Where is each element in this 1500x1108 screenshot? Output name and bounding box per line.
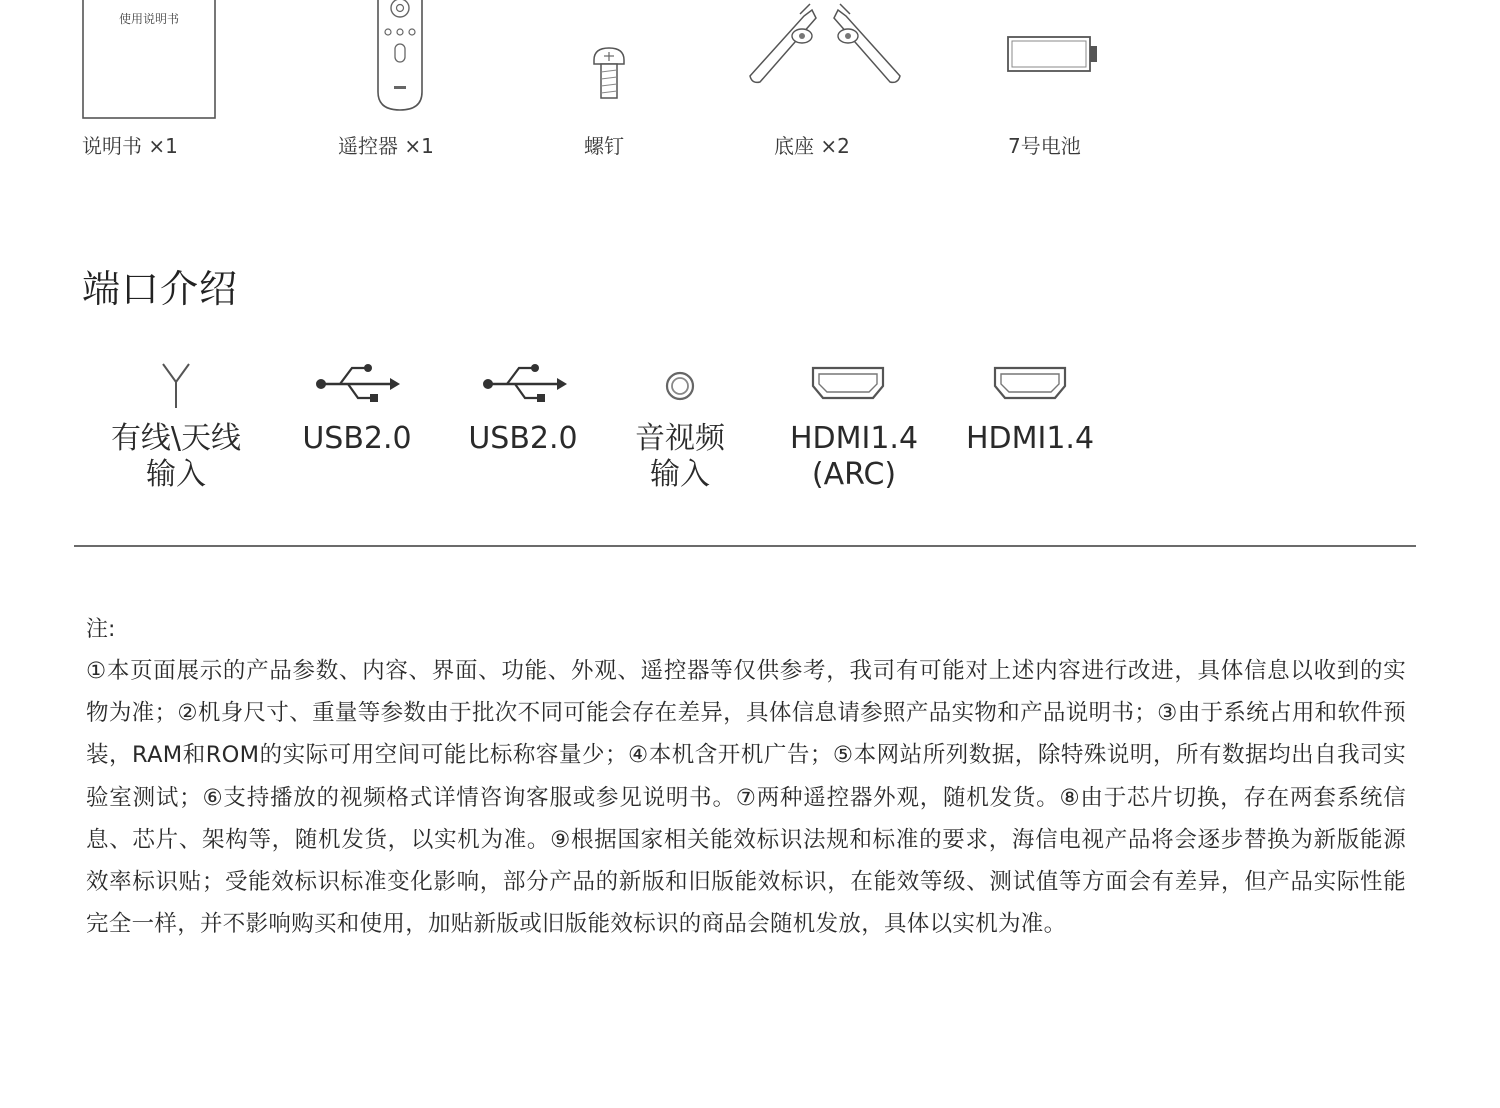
manual-booklet-icon: [82, 0, 216, 120]
notes-body: ①本页面展示的产品参数、内容、界面、功能、外观、遥控器等仅供参考，我司有可能对上述内容进行改进，具体信息以收到的实物为准；②机身尺寸、重量等参数由于批次不同可能会存在差异，具体信息请参照产品实物和产品说明书；③由于系统占用和软件预装，RAM和ROM的实际可用空间可能比标称容量少；④本机含开机广告；⑤本网站所列数据，除特殊说明，所有数据均出自我司实验室测试；⑥支持播放的视频格式详情咨询客服或参见说明书。⑦两种遥控器外观，随机发货。⑧由于芯片切换，存在两套系统信息、芯片、架构等，随机发货，以实机为准。⑨根据国家相关能效标识法规和标准的要求，海信电视产品将会逐步替换为新版能源效率标识贴；受能效标识标准变化影响，部分产品的新版和旧版能效标识，在能效等级、测试值等方面会有差异，但产品实际性能完全一样，并不影响购买和使用，加贴新版或旧版能效标识的商品会随机发放，具体以实机为准。: [86, 658, 1406, 938]
screw-label: 螺钉: [584, 134, 624, 158]
stand-label: 底座 ×2: [774, 134, 850, 158]
port-label-line: 音视频: [635, 421, 725, 456]
notes-title: 注:: [86, 617, 116, 642]
port-label-line: 输入: [146, 457, 206, 492]
antenna-icon: [160, 362, 192, 410]
usb-icon: [481, 362, 567, 406]
remote-label: 遥控器 ×1: [338, 134, 434, 158]
battery-label: 7号电池: [1008, 134, 1081, 158]
battery-icon: [1006, 34, 1100, 74]
ports-section-title: 端口介绍: [82, 267, 239, 311]
port-label-antenna: [96, 421, 256, 493]
port-label-line: USB2.0: [468, 421, 578, 456]
manual-cover-text: 使用说明书: [118, 12, 179, 26]
usb-icon: [314, 362, 400, 406]
port-label-line: HDMI1.4: [789, 421, 919, 456]
manual-label: 说明书 ×1: [82, 134, 178, 158]
port-label-av: [610, 421, 750, 493]
port-label-usb: [282, 421, 432, 457]
port-label-line: 输入: [650, 457, 710, 492]
screw-icon: [592, 46, 626, 102]
av-jack-icon: [664, 370, 696, 402]
stand-feet-icon: [746, 0, 904, 92]
hdmi-icon: [811, 366, 885, 400]
port-label-line: (ARC): [811, 457, 897, 492]
hdmi-icon: [993, 366, 1067, 400]
port-label-hdmi-arc: [774, 421, 934, 493]
section-divider: [74, 545, 1416, 547]
remote-control-icon: [372, 0, 428, 114]
port-label-line: 有线\天线: [110, 421, 242, 456]
port-label-usb: [448, 421, 598, 457]
port-label-hdmi: [950, 421, 1110, 457]
port-label-line: USB2.0: [302, 421, 412, 456]
port-label-line: HDMI1.4: [965, 421, 1095, 456]
